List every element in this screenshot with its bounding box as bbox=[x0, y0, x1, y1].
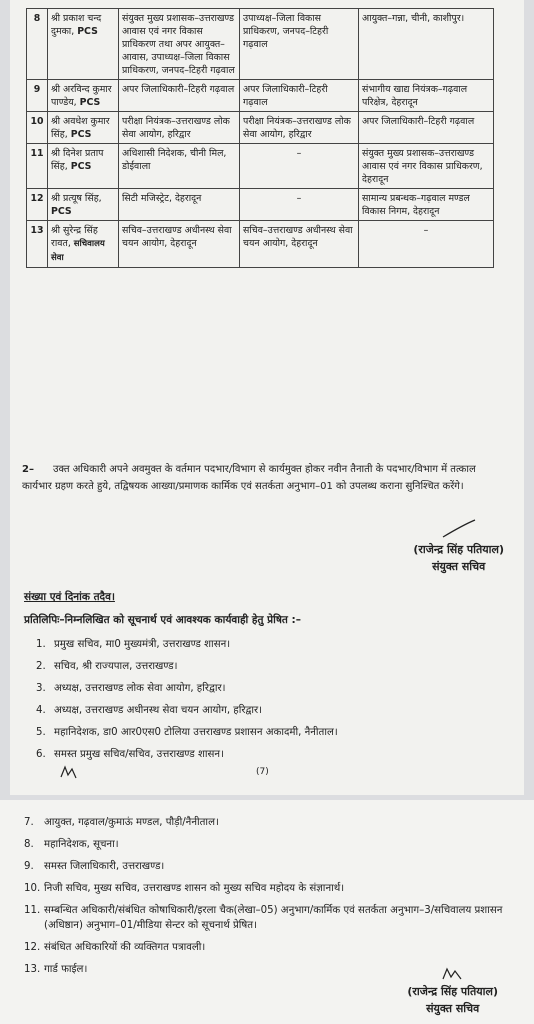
officer-service: PCS bbox=[70, 129, 92, 140]
signature-mark-2 bbox=[439, 965, 467, 983]
list-item-number: 9. bbox=[24, 861, 34, 872]
new-post-cell: संयुक्त मुख्य प्रशासक–उत्तराखण्ड आवास एवं नगर विकास प्राधिकरण, देहरादून bbox=[359, 144, 494, 189]
list-item-number: 10. bbox=[24, 883, 41, 894]
list-item bbox=[24, 903, 510, 933]
officer-name: श्री प्रत्यूष सिंह, bbox=[51, 193, 102, 204]
reference-line: संख्या एवं दिनांक तदैव। bbox=[24, 591, 115, 603]
list-item-number: 6. bbox=[36, 749, 46, 760]
signatory-name-2: (राजेन्द्र सिंह पतियाल) bbox=[407, 985, 498, 998]
signatory-name: (राजेन्द्र सिंह पतियाल) bbox=[413, 543, 504, 556]
list-item-number: 11. bbox=[24, 905, 41, 916]
list-item-text: अध्यक्ष, उत्तराखण्ड अधीनस्थ सेवा चयन आयोग, हरिद्वार। bbox=[54, 705, 263, 716]
list-item-number: 4. bbox=[36, 705, 46, 716]
list-item bbox=[24, 837, 510, 852]
current-post-cell: संयुक्त मुख्य प्रशासक–उत्तराखण्ड आवास एवं नगर विकास प्राधिकरण तथा अपर आयुक्त–आवास, उपाध्यक्ष–जिला विकास प्राधिकरण, जनपद–टिहरी गढ़वाल bbox=[119, 9, 240, 80]
list-item-text: समस्त जिलाधिकारी, उत्तराखण्ड। bbox=[44, 861, 165, 872]
list-item bbox=[36, 656, 338, 678]
signature-mark bbox=[439, 517, 479, 541]
list-item-text: महानिदेशक, डा0 आर0एस0 टोलिया उत्तराखण्ड प्रशासन अकादमी, नैनीताल। bbox=[54, 727, 338, 738]
paragraph-number: 2– bbox=[22, 464, 34, 475]
new-post-cell: आयुक्त–गन्ना, चीनी, काशीपुर। bbox=[359, 9, 494, 80]
table-row bbox=[27, 221, 494, 268]
list-item bbox=[36, 678, 338, 700]
new-post-cell: – bbox=[359, 221, 494, 268]
officer-service: PCS bbox=[79, 97, 101, 108]
serial-number-cell: 8 bbox=[27, 9, 48, 80]
list-item-text: समस्त प्रमुख सचिव/सचिव, उत्तराखण्ड शासन। bbox=[54, 749, 224, 760]
signatory-designation: संयुक्त सचिव bbox=[432, 560, 486, 573]
officer-service: PCS bbox=[77, 26, 98, 37]
list-item bbox=[36, 634, 338, 656]
current-post-cell: अधिशासी निदेशक, चीनी मिल, डोईवाला bbox=[119, 144, 240, 189]
list-item bbox=[36, 700, 338, 722]
table-row bbox=[27, 189, 494, 221]
serial-number-cell: 9 bbox=[27, 80, 48, 112]
relieved-post-cell: उपाध्यक्ष–जिला विकास प्राधिकरण, जनपद–टिहरी गढ़वाल bbox=[240, 9, 359, 80]
transfer-table bbox=[26, 8, 494, 268]
officer-name-cell bbox=[48, 144, 119, 189]
list-item-text: गार्ड फाईल। bbox=[44, 964, 88, 975]
officer-name: श्री अवधेश कुमार सिंह, bbox=[51, 116, 110, 140]
list-item-text: सचिव, श्री राज्यपाल, उत्तराखण्ड। bbox=[54, 661, 178, 672]
serial-number-cell: 11 bbox=[27, 144, 48, 189]
list-item bbox=[24, 859, 510, 874]
current-post-cell: सचिव–उत्तराखण्ड अधीनस्थ सेवा चयन आयोग, देहरादून bbox=[119, 221, 240, 268]
list-item-number: 7. bbox=[24, 817, 34, 828]
list-item-number: 13. bbox=[24, 964, 41, 975]
list-item-number: 12. bbox=[24, 942, 41, 953]
signature-block-1 bbox=[413, 517, 504, 575]
relieved-post-cell: परीक्षा नियंत्रक–उत्तराखण्ड लोक सेवा आयोग, हरिद्वार bbox=[240, 112, 359, 144]
table-row bbox=[27, 80, 494, 112]
signatory-designation-2: संयुक्त सचिव bbox=[426, 1002, 480, 1015]
list-item bbox=[36, 722, 338, 744]
relieved-post-cell: सचिव–उत्तराखण्ड अधीनस्थ सेवा चयन आयोग, देहरादून bbox=[240, 221, 359, 268]
signature-block-2 bbox=[407, 965, 498, 1017]
list-item bbox=[24, 940, 510, 955]
officer-service: सचिवालय सेवा bbox=[51, 239, 105, 263]
officer-name-cell bbox=[48, 221, 119, 268]
serial-number-cell: 12 bbox=[27, 189, 48, 221]
transfer-table-body bbox=[27, 9, 494, 268]
initials-mark bbox=[58, 763, 80, 784]
relieved-post-cell: – bbox=[240, 144, 359, 189]
officer-service: PCS bbox=[70, 161, 92, 172]
list-item-text: आयुक्त, गढ़वाल/कुमाऊं मण्डल, पौड़ी/नैनीताल। bbox=[44, 817, 219, 828]
current-post-cell: सिटी मजिस्ट्रेट, देहरादून bbox=[119, 189, 240, 221]
new-post-cell: सामान्य प्रबन्धक–गढ़वाल मण्डल विकास निगम, देहरादून bbox=[359, 189, 494, 221]
officer-name-cell bbox=[48, 189, 119, 221]
relieved-post-cell: अपर जिलाधिकारी–टिहरी गढ़वाल bbox=[240, 80, 359, 112]
page-mark: (7) bbox=[256, 767, 269, 777]
list-item-number: 3. bbox=[36, 683, 46, 694]
current-post-cell: अपर जिलाधिकारी–टिहरी गढ़वाल bbox=[119, 80, 240, 112]
officer-name: श्री प्रकाश चन्द दुमका, bbox=[51, 13, 102, 37]
officer-name: श्री सुरेन्द्र सिंह रावत, bbox=[51, 225, 98, 249]
list-item-text: सम्बन्धित अधिकारी/संबंधित कोषाधिकारी/इरला चैक(लेखा–05) अनुभाग/कार्मिक एवं सतर्कता अनुभाग–3/सचिवालय प्रशासन (अधिष्ठान) अनुभाग–01/मीडिया सेन्टर को सूचनार्थ प्रेषित। bbox=[44, 905, 503, 931]
officer-name: श्री दिनेश प्रताप सिंह, bbox=[51, 148, 104, 172]
list-item-number: 1. bbox=[36, 639, 46, 650]
list-item-text: महानिदेशक, सूचना। bbox=[44, 839, 119, 850]
paragraph-2 bbox=[22, 461, 496, 495]
copy-heading: प्रतिलिपिः–निम्नलिखित को सूचनार्थ एवं आवश्यक कार्यवाही हेतु प्रेषित :– bbox=[24, 614, 301, 626]
copy-list-page-2 bbox=[24, 815, 510, 984]
table-row bbox=[27, 9, 494, 80]
list-item-number: 5. bbox=[36, 727, 46, 738]
serial-number-cell: 10 bbox=[27, 112, 48, 144]
officer-service: PCS bbox=[51, 206, 72, 217]
new-post-cell: संभागीय खाद्य नियंत्रक–गढ़वाल परिक्षेत्र, देहरादून bbox=[359, 80, 494, 112]
officer-name-cell bbox=[48, 112, 119, 144]
new-post-cell: अपर जिलाधिकारी–टिहरी गढ़वाल bbox=[359, 112, 494, 144]
list-item-number: 2. bbox=[36, 661, 46, 672]
list-item-text: अध्यक्ष, उत्तराखण्ड लोक सेवा आयोग, हरिद्वार। bbox=[54, 683, 226, 694]
copy-list-page-1 bbox=[36, 634, 338, 766]
table-row bbox=[27, 112, 494, 144]
list-item-text: संबंधित अधिकारियों की व्यक्तिगत पत्रावली। bbox=[44, 942, 206, 953]
table-row bbox=[27, 144, 494, 189]
paragraph-text: उक्त अधिकारी अपने अवमुक्त के वर्तमान पदभार/विभाग से कार्यमुक्त होकर नवीन तैनाती के पदभार/विभाग में तत्काल कार्यभार ग्रहण करते हुये, तद्विषयक आख्या/प्रमाणक कार्मिक एवं सतर्कता अनुभाग–01 को उपलब्ध कराना सुनिश्चित करेंगे। bbox=[22, 464, 476, 492]
list-item-text: निजी सचिव, मुख्य सचिव, उत्तराखण्ड शासन को मुख्य सचिव महोदय के संज्ञानार्थ। bbox=[44, 883, 345, 894]
serial-number-cell: 13 bbox=[27, 221, 48, 268]
list-item bbox=[24, 881, 510, 896]
officer-name: श्री अरविन्द कुमार पाण्डेय, bbox=[51, 84, 112, 108]
list-item-text: प्रमुख सचिव, मा0 मुख्यमंत्री, उत्तराखण्ड शासन। bbox=[54, 639, 231, 650]
officer-name-cell bbox=[48, 80, 119, 112]
relieved-post-cell: – bbox=[240, 189, 359, 221]
list-item bbox=[24, 815, 510, 830]
officer-name-cell bbox=[48, 9, 119, 80]
list-item bbox=[36, 744, 338, 766]
list-item-number: 8. bbox=[24, 839, 34, 850]
current-post-cell: परीक्षा नियंत्रक–उत्तराखण्ड लोक सेवा आयोग, हरिद्वार bbox=[119, 112, 240, 144]
